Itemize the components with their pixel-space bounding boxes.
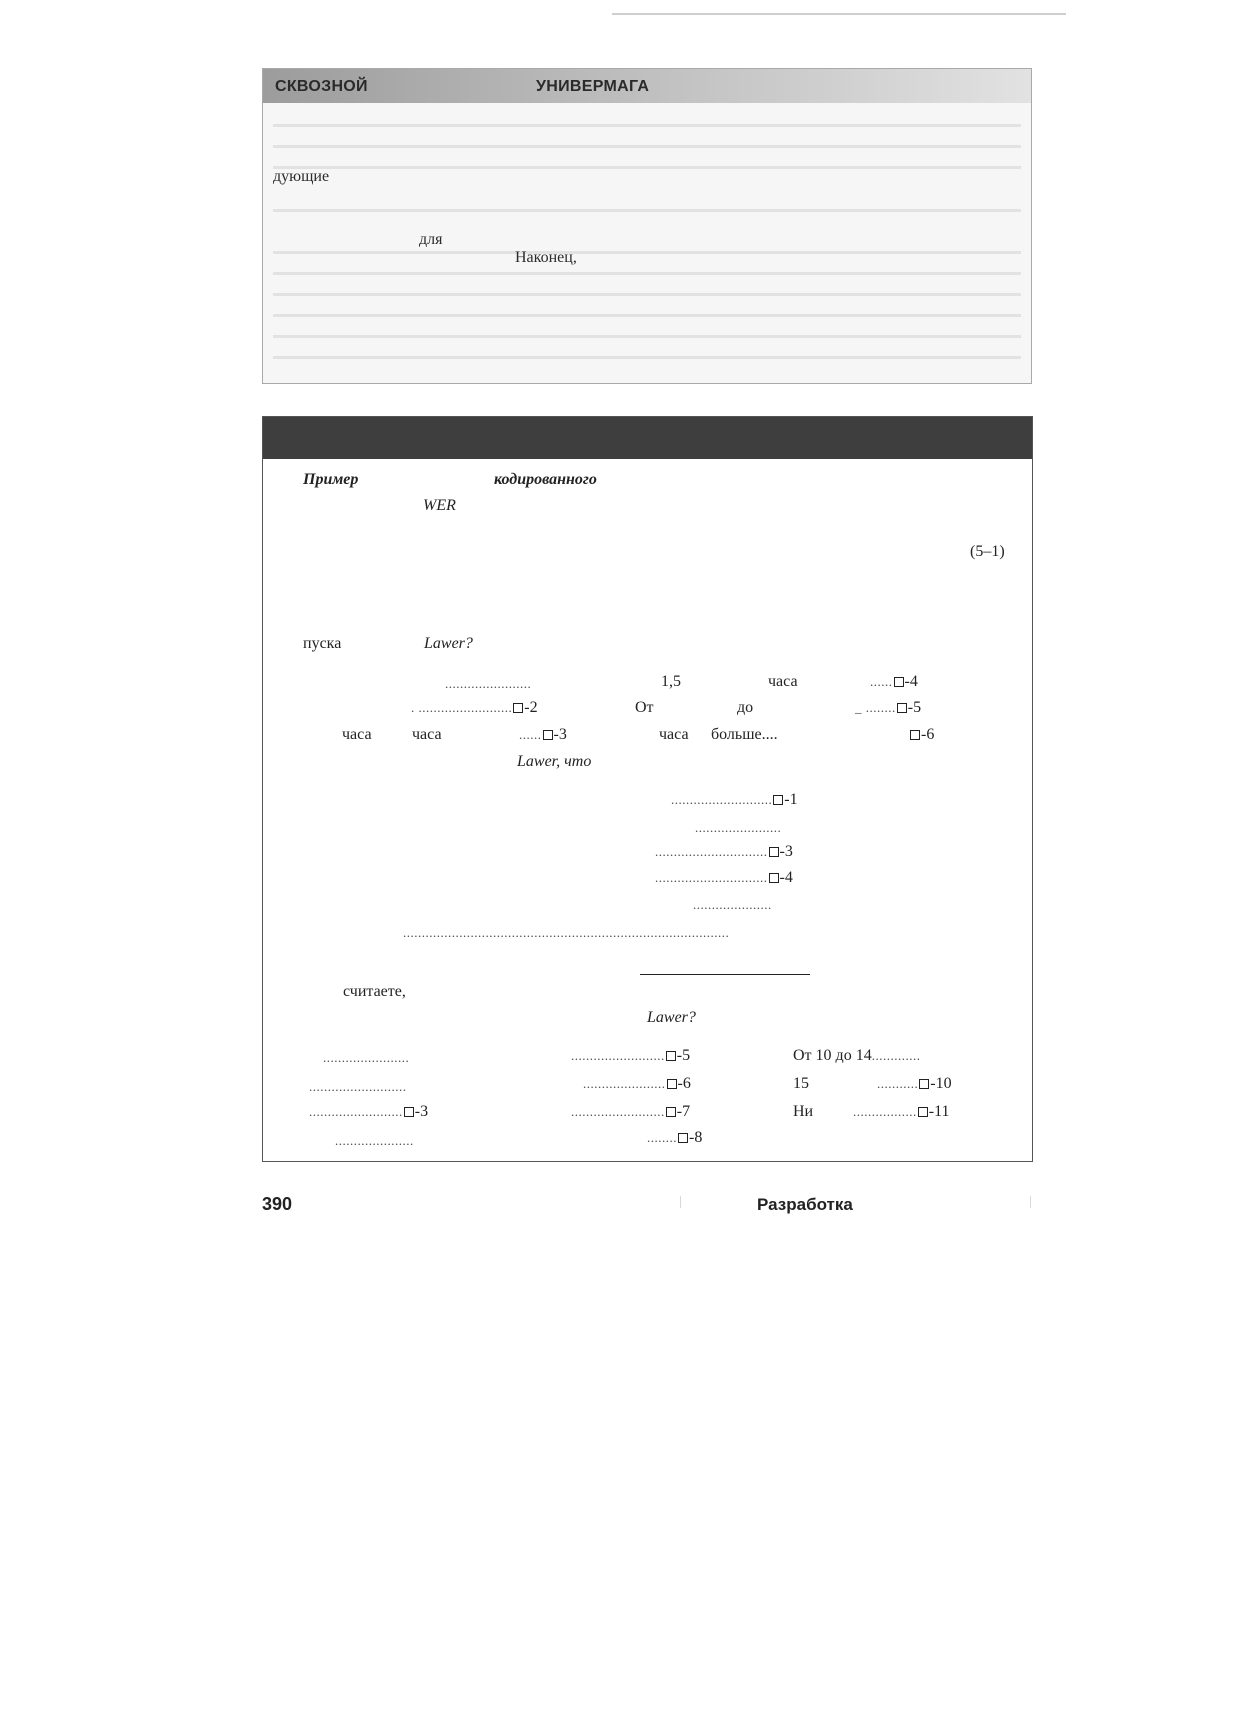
- faded-text-line: [273, 272, 1021, 275]
- q3-right-code-11: -11: [928, 1103, 950, 1120]
- dot-leader: _ ........: [855, 700, 896, 715]
- checkbox-icon[interactable]: [543, 730, 553, 740]
- q3-text-b: Lawer?: [647, 1009, 696, 1026]
- q3-right-text-1: От 10 до 14: [793, 1047, 872, 1064]
- checkbox-icon[interactable]: [919, 1079, 929, 1089]
- faded-text-line: [273, 145, 1021, 148]
- case-text-line1: дующие: [273, 168, 330, 185]
- checkbox-icon[interactable]: [910, 730, 920, 740]
- faded-text-line: [273, 335, 1021, 338]
- checkbox-icon[interactable]: [773, 795, 783, 805]
- q1-hours-3: часа: [412, 726, 442, 743]
- q1-more: больше....: [711, 726, 778, 743]
- dot-leader: ..............................: [655, 844, 768, 859]
- faded-text-line: [273, 293, 1021, 296]
- footer-section-title: Разработка: [757, 1195, 853, 1214]
- page-number: 390: [262, 1194, 293, 1214]
- questionnaire-box: [262, 416, 1033, 1162]
- q3-left-code-3: -3: [414, 1103, 429, 1120]
- faded-text-line: [273, 124, 1021, 127]
- q3-mid-code-5: -5: [676, 1047, 691, 1064]
- q1-code-3: -3: [553, 726, 567, 743]
- q2-code-1: -1: [784, 791, 798, 808]
- underline-rule: [640, 974, 810, 975]
- case-box-header: [263, 69, 1031, 103]
- q1-code-4: -4: [904, 673, 918, 690]
- q1-text-b: Lawer?: [424, 635, 473, 652]
- q1-code-2: -2: [524, 699, 538, 716]
- dot-leader: .....................: [335, 1133, 414, 1148]
- checkbox-icon[interactable]: [769, 847, 779, 857]
- case-text-line2: для: [419, 231, 443, 248]
- checkbox-icon[interactable]: [894, 677, 904, 687]
- footer-tick: [1030, 1196, 1031, 1208]
- faded-text-line: [273, 251, 1021, 254]
- checkbox-icon[interactable]: [666, 1107, 676, 1117]
- dot-leader: .........................: [571, 1104, 665, 1119]
- footer-tick: [680, 1196, 681, 1208]
- q1-code-5: -5: [907, 699, 922, 716]
- q2-text: Lawer, что: [517, 753, 592, 770]
- checkbox-icon[interactable]: [404, 1107, 414, 1117]
- dot-leader: . .........................: [411, 700, 513, 715]
- q1-to: до: [737, 699, 754, 716]
- checkbox-icon[interactable]: [897, 703, 907, 713]
- dot-leader: .......................................................................................: [403, 925, 730, 940]
- dot-leader: .........................: [309, 1104, 403, 1119]
- checkbox-icon[interactable]: [918, 1107, 928, 1117]
- dot-leader: ........: [647, 1130, 677, 1145]
- intro-word-coded: кодированного: [494, 471, 597, 488]
- checkbox-icon[interactable]: [513, 703, 523, 713]
- dot-leader: .............: [871, 1048, 921, 1063]
- faded-text-line: [273, 314, 1021, 317]
- dot-leader: ......................: [583, 1076, 666, 1091]
- q3-right-code-10: -10: [930, 1075, 952, 1092]
- faded-text-line: [273, 166, 1021, 169]
- q1-hours-1: часа: [768, 673, 798, 690]
- faded-text-line: [273, 356, 1021, 359]
- checkbox-icon[interactable]: [666, 1051, 676, 1061]
- case-box: [262, 68, 1032, 384]
- q1-text-a: пуска: [303, 635, 342, 652]
- q1-hours-2: часа: [342, 726, 372, 743]
- q1-code-6: -6: [921, 726, 935, 743]
- intro-word-example: Пример: [303, 471, 359, 488]
- intro-word-wer: WER: [423, 497, 456, 514]
- q2-code-3: -3: [779, 843, 793, 860]
- dot-leader: .........................: [571, 1048, 665, 1063]
- q3-right-text-3: Ни: [793, 1103, 814, 1120]
- dot-leader: .....................: [693, 897, 772, 912]
- q3-right-text-2: 15: [793, 1075, 809, 1092]
- q1-from: От: [635, 699, 654, 716]
- q1-value-1-5: 1,5: [661, 673, 681, 690]
- q1-hours-4: часа: [659, 726, 689, 743]
- dot-leader: ......: [519, 727, 542, 742]
- q3-mid-code-6: -6: [677, 1075, 691, 1092]
- checkbox-icon[interactable]: [678, 1133, 688, 1143]
- case-title-left: СКВОЗНОЙ: [275, 78, 368, 95]
- dot-leader: .......................: [695, 820, 782, 835]
- top-rule: [612, 13, 1066, 15]
- dot-leader: ......: [870, 674, 893, 689]
- dot-leader: .......................: [323, 1050, 410, 1065]
- dot-leader: .................: [853, 1104, 917, 1119]
- dot-leader: ..........................: [309, 1079, 407, 1094]
- q3-mid-code-8: -8: [689, 1129, 703, 1146]
- checkbox-icon[interactable]: [769, 873, 779, 883]
- case-title-right: УНИВЕРМАГА: [536, 78, 650, 95]
- faded-text-line: [273, 209, 1021, 212]
- dot-leader: .......................: [445, 676, 532, 691]
- reference-number: (5–1): [970, 543, 1005, 560]
- dot-leader: ...........................: [671, 792, 773, 807]
- dot-leader: ...........: [877, 1076, 919, 1091]
- q2-code-4: -4: [779, 869, 793, 886]
- questionnaire-header: [263, 417, 1032, 459]
- case-text-line3: Наконец,: [515, 249, 577, 266]
- q3-mid-code-7: -7: [676, 1103, 691, 1120]
- dot-leader: ..............................: [655, 870, 768, 885]
- checkbox-icon[interactable]: [667, 1079, 677, 1089]
- q3-text-a: считаете,: [343, 983, 406, 1000]
